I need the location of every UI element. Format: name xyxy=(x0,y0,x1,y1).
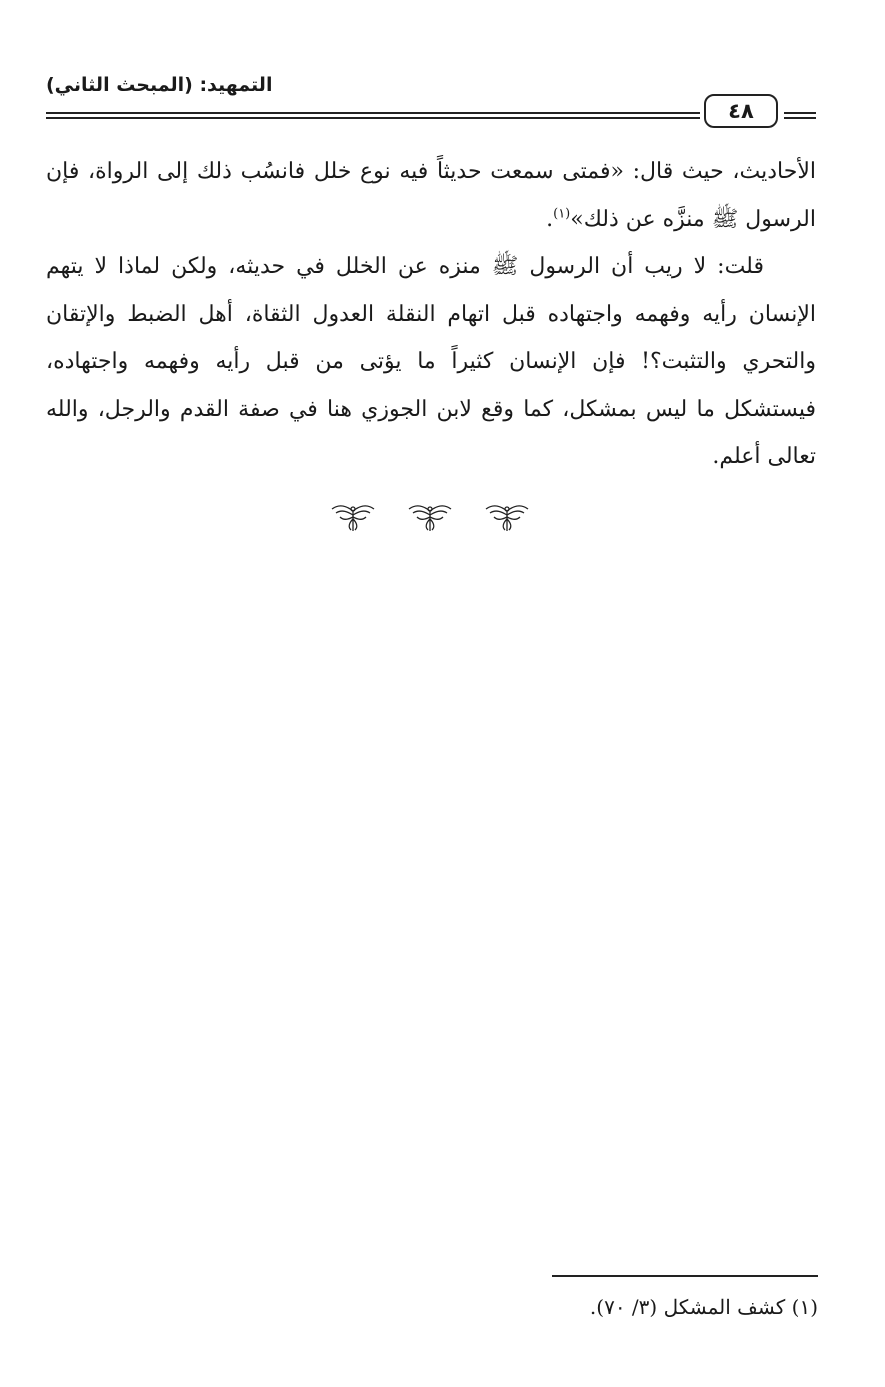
header-double-rule xyxy=(46,112,700,119)
page-number-double-dash xyxy=(784,112,816,119)
paragraph-commentary: قلت: لا ريب أن الرسول ﷺ منزه عن الخلل في حديثه، ولكن لماذا لا يتهم الإنسان رأيه وفهمه واجتهاده قبل اتهام النقلة العدول الثقاة، أهل الضبط والإتقان والتحري والتثبت؟! فإن الإنسان كثيراً ما يؤتى من قبل رأيه وفهمه واجتهاده، فيستشكل ما ليس بمشكل، كما وقع لابن الجوزي هنا في صفة القدم والرجل، والله تعالى أعلم. xyxy=(46,254,816,469)
paragraph-1-text: الأحاديث، حيث قال: «فمتى سمعت حديثاً فيه نوع خلل فانسُب ذلك إلى الرواة، فإن الرسول ﷺ منزَّه عن ذلك» xyxy=(46,159,816,232)
floral-ornament-icon xyxy=(484,501,530,533)
footnote xyxy=(420,1290,818,1324)
paragraph-quote xyxy=(46,148,816,243)
floral-ornament-icon xyxy=(330,501,376,533)
running-header-title: التمهيد: (المبحث الثاني) xyxy=(46,74,273,96)
footnote-reference[interactable]: (١) xyxy=(553,206,571,222)
floral-ornament-icon xyxy=(407,501,453,533)
section-ornaments xyxy=(330,500,530,534)
paragraph-1-end: . xyxy=(546,206,554,232)
main-text xyxy=(46,148,816,481)
footnote-separator xyxy=(552,1275,818,1277)
footnote-text: كشف المشكل (٣/ ٧٠). xyxy=(589,1295,786,1319)
page-number: ٤٨ xyxy=(704,94,778,128)
footnote-number: (١) xyxy=(791,1295,818,1319)
